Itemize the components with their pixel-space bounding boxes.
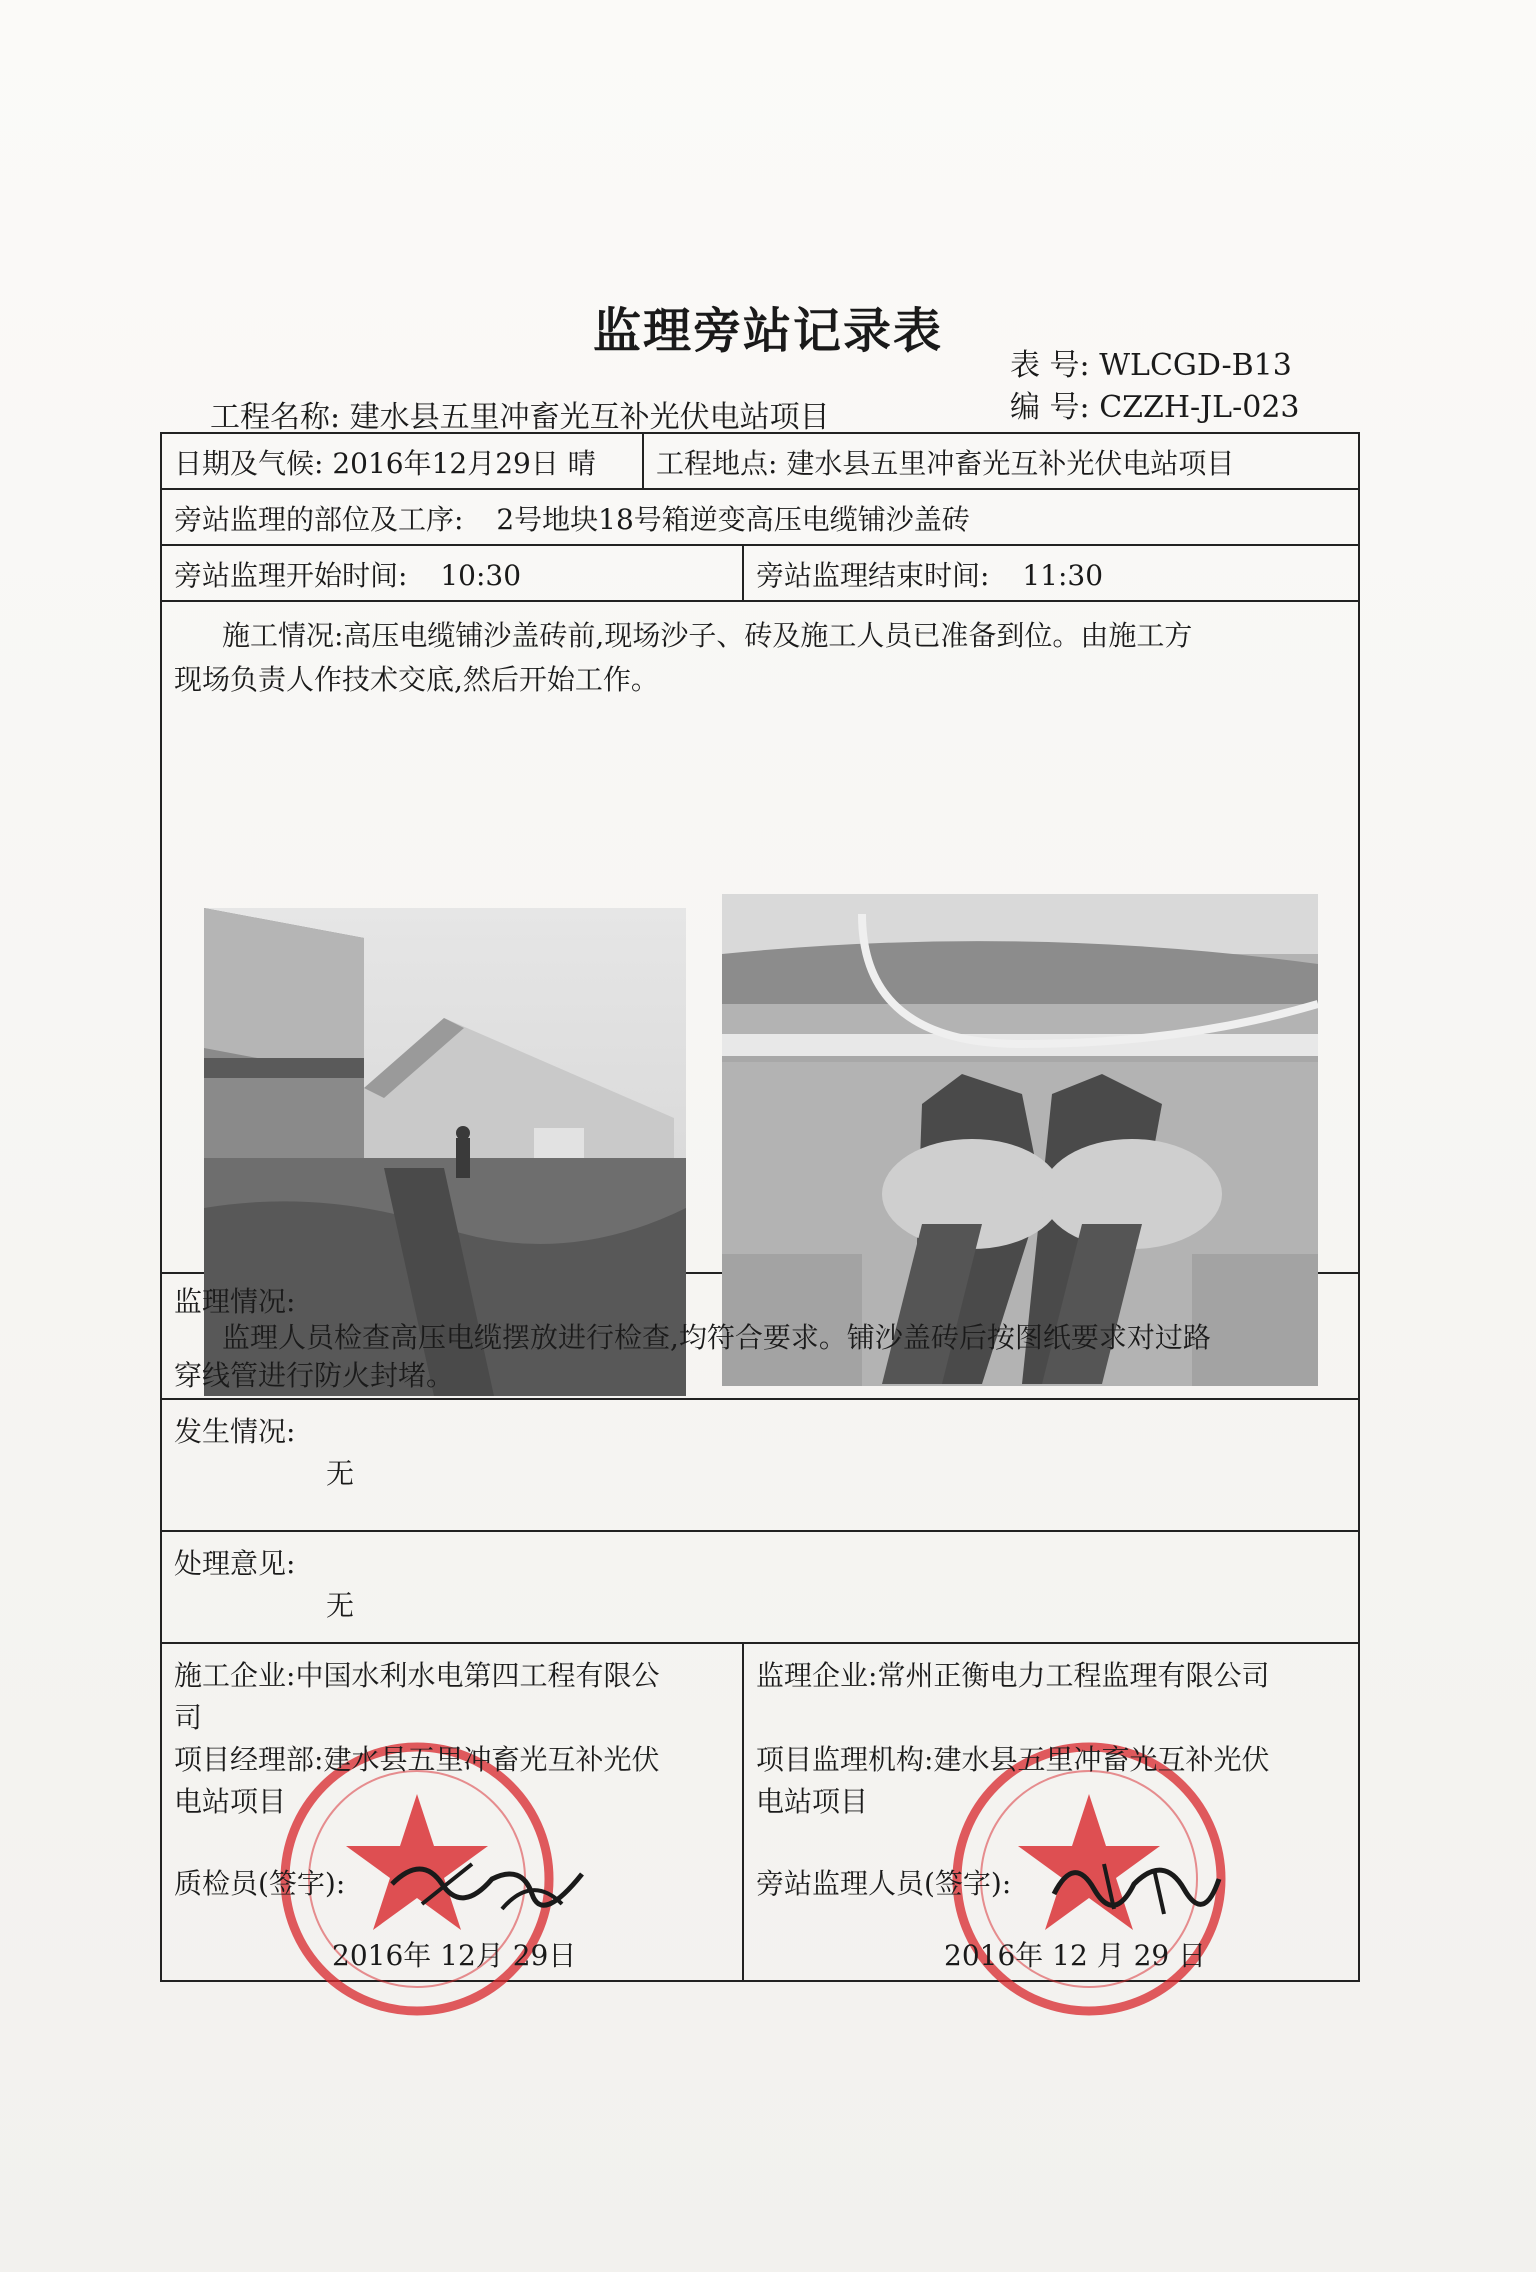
handling-row (162, 1532, 1358, 1644)
supervisor-signature-cell (742, 1644, 1358, 1980)
supervisor-company (756, 1654, 1269, 1698)
project-name (210, 392, 830, 436)
supervision-label: 监理情况: (174, 1285, 296, 1318)
supervision-line-1: 监理人员检查高压电缆摆放进行检查,均符合要求。铺沙盖砖后按图纸要求对过路 (222, 1321, 1211, 1354)
location-value: 建水县五里冲畜光互补光伏电站项目 (786, 447, 1235, 480)
date-label: 日期及气候: (174, 447, 324, 480)
contractor-dept-label: 项目经理部: (174, 1743, 324, 1776)
position-value: 2号地块18号箱逆变高压电缆铺沙盖砖 (496, 503, 970, 536)
time-row (162, 546, 1358, 602)
construction-row (162, 602, 1358, 1274)
start-time-label: 旁站监理开始时间: (174, 559, 408, 592)
position-cell (162, 490, 1358, 544)
contractor-dept-line-2: 电站项目 (174, 1785, 287, 1818)
supervision-line-2: 穿线管进行防火封堵。 (174, 1359, 455, 1392)
document-code (1010, 382, 1300, 426)
date-location-row (162, 434, 1358, 490)
occurrence-value: 无 (326, 1457, 355, 1490)
contractor-dept (174, 1738, 659, 1782)
position-row (162, 490, 1358, 546)
contractor-company (174, 1654, 659, 1698)
table-number (1010, 340, 1292, 384)
record-form (160, 432, 1360, 1982)
position-label: 旁站监理的部位及工序: (174, 503, 464, 536)
contractor-dept-value: 建水县五里冲畜光互补光伏 (323, 1743, 660, 1776)
end-time-value: 11:30 (1022, 559, 1104, 592)
handling-value: 无 (326, 1589, 355, 1622)
supervisor-signature (1044, 1844, 1224, 1924)
project-name-label: 工程名称: (210, 400, 341, 435)
document-code-label: 编 号: (1010, 390, 1090, 425)
contractor-company-line-2: 司 (174, 1701, 203, 1734)
inspector-label: 质检员(签字): (174, 1867, 346, 1900)
table-number-value: WLCGD-B13 (1099, 348, 1292, 383)
table-number-label: 表 号: (1010, 348, 1090, 383)
document-title: 监理旁站记录表 (592, 303, 943, 359)
contractor-company-label: 施工企业: (174, 1659, 296, 1692)
supervisor-company-label: 监理企业: (756, 1659, 878, 1692)
construction-line-2: 现场负责人作技术交底,然后开始工作。 (174, 663, 659, 696)
supervisor-org (756, 1738, 1269, 1782)
supervisor-org-value: 建水县五里冲畜光互补光伏 (933, 1743, 1270, 1776)
supervisor-org-label: 项目监理机构: (756, 1743, 934, 1776)
supervision-row (162, 1274, 1358, 1400)
supervisor-company-value: 常州正衡电力工程监理有限公司 (877, 1659, 1270, 1692)
start-time-value: 10:30 (440, 559, 522, 592)
start-time-cell (162, 546, 742, 600)
end-time-label: 旁站监理结束时间: (756, 559, 990, 592)
supervisor-sign-date: 2016年 12 月 29 日 (944, 1939, 1207, 1972)
end-time-cell (742, 546, 1358, 600)
contractor-signature-cell (162, 1644, 742, 1980)
location-label: 工程地点: (656, 447, 778, 480)
supervisor-person-label: 旁站监理人员(签字): (756, 1867, 1012, 1900)
signature-row (162, 1644, 1358, 1980)
location-cell (642, 434, 1358, 488)
handling-label: 处理意见: (174, 1547, 296, 1580)
supervisor-org-line-2: 电站项目 (756, 1785, 869, 1818)
date-value: 2016年12月29日 晴 (332, 447, 596, 480)
project-name-value: 建水县五里冲畜光互补光伏电站项目 (349, 400, 830, 435)
document-code-value: CZZH-JL-023 (1099, 390, 1300, 425)
occurrence-label: 发生情况: (174, 1415, 296, 1448)
date-cell (162, 434, 642, 488)
construction-line-1: 施工情况:高压电缆铺沙盖砖前,现场沙子、砖及施工人员已准备到位。由施工方 (222, 619, 1193, 652)
contractor-sign-date: 2016年 12月 29日 (332, 1939, 577, 1972)
occurrence-row (162, 1400, 1358, 1532)
inspector-signature (382, 1844, 592, 1924)
contractor-company-value: 中国水利水电第四工程有限公 (295, 1659, 660, 1692)
